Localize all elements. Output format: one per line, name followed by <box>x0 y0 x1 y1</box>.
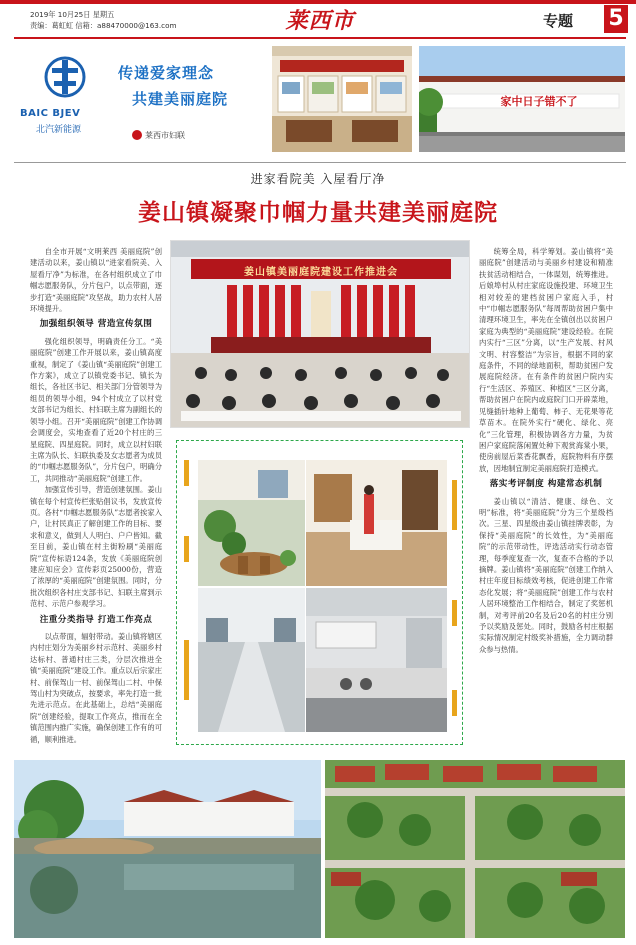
baic-logo-icon <box>32 54 98 100</box>
article-column-right <box>479 246 613 746</box>
masthead-meta <box>30 9 240 31</box>
advert-banner <box>14 46 264 152</box>
section-3-heading: 落实考评制度 构建常态机制 <box>489 479 603 490</box>
village-aerial-photo <box>325 760 625 938</box>
collage-accent-bar <box>452 480 457 530</box>
article-subhead: 进家看院美 入屋看厅净 <box>250 172 386 186</box>
article-intro: 自全市开展“文明莱西 美丽庭院”创建活动以来，姜山镇以“进家看院美、入屋看厅净”为标准，在各村组织成立了巾帼志愿服务队，分片包户，以点带面，逐步打造“美丽庭院”攻坚战，助力农村人居环境提升。 <box>30 247 162 314</box>
ad-slogan-1: 传递爱家理念 <box>118 64 215 82</box>
section-1-paragraph-1: 强化组织领导，明确责任分工。“美丽庭院”创建工作开展以来，姜山镇高度重视，制定了《姜山镇“美丽庭院”创建工作方案》，成立了以镇党委书记、镇长为组长，各社区书记、相关部门分管领导为组员的领导小组，94个村成立了以村党支部书记为组长、村妇联主席为副组长的领导小组。召开“美丽庭院”创建工作协调会调度会，实地查看了近20个村庄的三星庭院、四星庭院。同时，成立以村妇联主席为队长、妇联执委及女志愿者为成员的“巾帼志愿服务队”，分片包户，明确分工，共同推动“美丽庭院”创建工作。 <box>30 336 162 483</box>
village-pond-photo <box>14 760 321 938</box>
date-line: 2019年 10月25日 星期五 <box>30 10 115 19</box>
article-column-left <box>30 246 162 746</box>
editor-line: 责编：葛虹虹 信箱：a88470000@163.com <box>30 21 177 30</box>
ad-divider <box>14 162 626 163</box>
village-pond-illustration <box>14 760 321 938</box>
collage-accent-bar <box>184 640 189 700</box>
sponsor-name: 莱西市妇联 <box>145 131 185 140</box>
living-room-illustration <box>306 460 447 586</box>
exhibition-hall-illustration <box>272 46 412 152</box>
wall-slogan-text: 家中日子错不了 <box>500 95 578 108</box>
courtyard-path-photo <box>198 588 305 732</box>
living-room-photo <box>306 460 447 586</box>
collage-accent-bar <box>452 690 457 716</box>
collage-accent-bar <box>452 600 457 626</box>
federation-emblem-icon <box>132 130 142 140</box>
section-1-paragraph-2: 加强宣传引导，营造创建氛围。姜山镇在每个村宣传栏张贴倡议书，发放宣传页。各村“巾帼志愿服务队”志愿者挨家入户，让村民真正了解创建工作的目标、要求和意义，做到人人明白、户户皆知。截至目前，姜山镇在村主街粉刷“美丽庭院”宣传标语124条，发放《美丽庭院创建应知应会》宣传彩页25000份，营造了浓厚的“美丽庭院”创建氛围。同时，分批次组织各村庄支部书记、妇联主席到示范村、示范户参观学习。 <box>30 485 162 609</box>
courtyard-garden-illustration <box>198 460 305 586</box>
section-2-paragraph-2: 统筹全局，科学筹划。姜山镇将“美丽庭院”创建活动与美丽乡村建设和精准扶贫活动相结合，一体谋划，统筹推进。后娘埠村从村庄家庭设施投建、环境卫生相对较差的建档贫困户家庭入手，村中“巾帼志愿服务队”每周帮助贫困户集中清理环境卫生，率先在全镇创出以贫困户家庭为典型的“美丽庭院”建设经验。在院内实行“三区”分离，以“生产发展、村风文明、村容整洁”为宗旨，根据不同的家庭条件，不同的绿地面积，帮助贫困户发展庭院经济。在有条件的贫困户院内实行“生活区、养殖区、种植区”三区分离，帮助贫困户在院内或庭院门口开辟菜地，见缝插针地种上葡萄、柿子、无花果等花草苗木。在院外实行“硬化、绿化、亮化”三化管理，积极协调各方力量，为贫困户家庭院落闲置处种下观赏海棠小果，使房前屋后菜香花飘香，庭院物料有序摆放，因地制宜制定美丽庭院打造模式。 <box>479 247 613 473</box>
courtyard-path-illustration <box>198 588 305 732</box>
collage-accent-bar <box>184 536 189 562</box>
meeting-banner-text: 姜山镇美丽庭院建设工作推进会 <box>244 267 398 278</box>
meeting-hall-photo <box>170 240 470 428</box>
ad-slogan-2: 共建美丽庭院 <box>132 90 229 108</box>
village-aerial-illustration <box>325 760 625 938</box>
courtyard-garden-photo <box>198 460 305 586</box>
section-2-heading: 注重分类指导 打造工作亮点 <box>39 614 153 625</box>
exhibition-hall-photo <box>272 46 412 152</box>
newspaper-masthead: 莱西市 <box>285 8 355 34</box>
section-1-heading: 加强组织领导 营造宣传氛围 <box>39 319 153 330</box>
article-headline: 姜山镇凝聚巾帼力量共建美丽庭院 <box>138 199 498 226</box>
kitchen-photo <box>306 588 447 732</box>
brand-name-cn: 北汽新能源 <box>36 125 82 135</box>
village-wall-slogan-photo <box>419 46 625 152</box>
page-number: 5 <box>604 5 628 33</box>
kitchen-illustration <box>306 588 447 732</box>
ad-sponsor <box>132 130 185 141</box>
collage-accent-bar <box>184 460 189 486</box>
section-2-paragraph-1: 以点带面，辐射带动。姜山镇将辖区内村庄划分为美丽乡村示范村、美丽乡村达标村、普通村庄三类，分层次推进全镇“美丽庭院”建设工作。重点以后宗家庄村、前保驾山一村、前保驾山二村、中保驾山村为突破点，按要求，率先打造一批先进示范点。在此基础上，总结“美丽庭院”创建经验，提取工作亮点，推而在全镇范围内推广实施，确保创建工作有的可循，顺利推进。 <box>30 632 162 744</box>
section-label: 专题 <box>543 12 574 30</box>
masthead-divider <box>14 37 626 39</box>
brand-name-en: BAIC BJEV <box>20 108 81 119</box>
section-3-paragraph-1: 姜山镇以“清洁、健康、绿色、文明”标准，将“美丽庭院”分为三个星级档次。三星、四星级由姜山镇挂牌表彰，为保持“美丽庭院”的长效性，为“美丽庭院”的示范带动性，评选活动实行动态管理，每季度复查一次，复查不合格的予以摘牌。姜山镇将“美丽庭院”创建工作纳入村庄年度目标绩效考核，促进创建工作常态化发展；将“美丽庭院”创建工作与农村人居环境整治工作相结合，制定了奖惩机制，对考评前20名及后20名的村庄分别予以奖励及惩处。同时，鼓励各村庄根据实际情况制定村级奖补措施，全力调动群众参与热情。 <box>479 496 613 654</box>
